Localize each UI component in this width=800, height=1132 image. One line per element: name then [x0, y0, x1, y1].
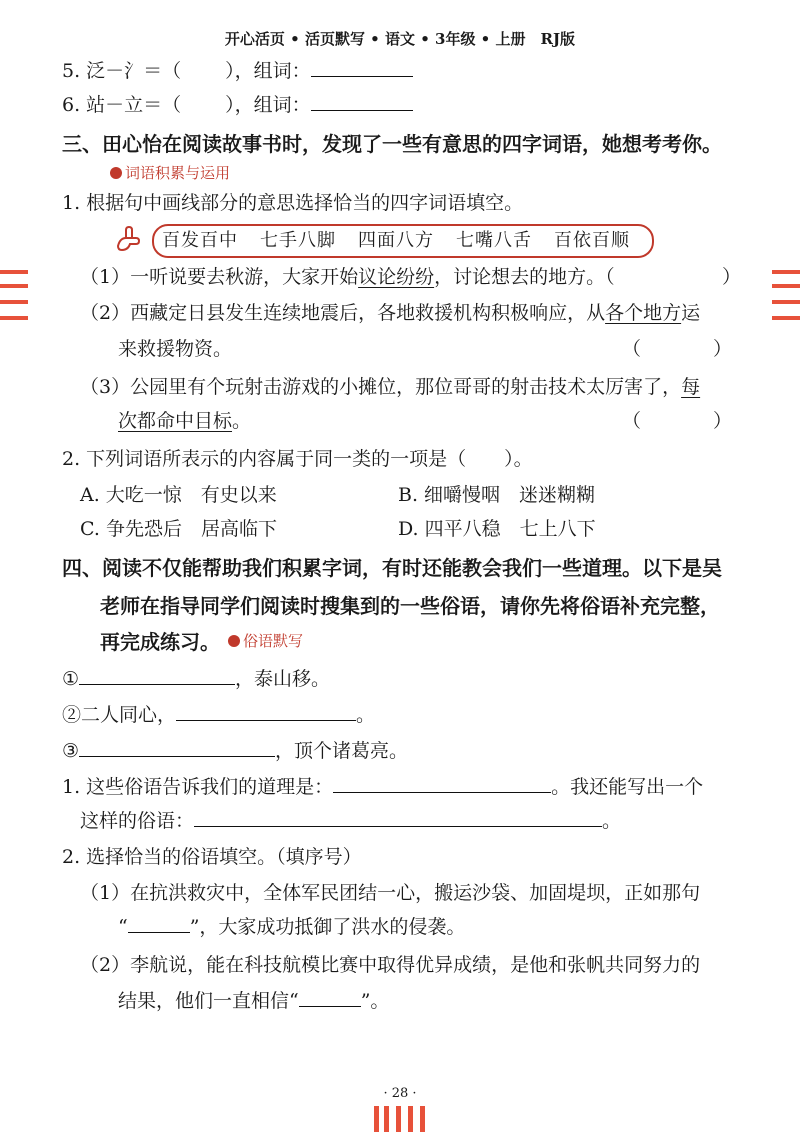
right-edge-mark [772, 270, 800, 274]
left-edge-mark [0, 284, 28, 288]
section-4-title-line-3: 再完成练习。 [100, 630, 220, 654]
bottom-mark [408, 1106, 413, 1132]
saying-1: ① ，泰山移。 [62, 668, 331, 690]
underlined-phrase: 次都命中目标 [118, 410, 233, 432]
answer-blank[interactable] [311, 92, 413, 111]
q4-1-line-1: 1. 这些俗语告诉我们的道理是： 。我还能写出一个 [62, 776, 704, 798]
flower-icon [228, 635, 240, 647]
saying-2: ②二人同心， 。 [62, 704, 376, 726]
word-option: 七手八脚 [260, 230, 336, 251]
right-edge-mark [772, 316, 800, 320]
q1-item-3: （3）公园里有个玩射击游戏的小摊位，那位哥哥的射击技术太厉害了，每 [80, 376, 701, 398]
saying-3: ③ ，顶个诸葛亮。 [62, 740, 409, 762]
word-bank [152, 224, 654, 258]
answer-paren[interactable]: （ ） [622, 338, 733, 360]
question-5: 5. 泛－氵＝（ ），组词： [62, 56, 413, 86]
q1-item-3-cont: 次都命中目标。 [118, 410, 252, 432]
answer-blank[interactable] [311, 58, 413, 77]
option-b[interactable]: B. 细嚼慢咽 迷迷糊糊 [398, 484, 596, 506]
word-option: 百依百顺 [554, 230, 630, 251]
option-c[interactable]: C. 争先恐后 居高临下 [80, 518, 277, 540]
section-3-title: 三、田心怡在阅读故事书时，发现了一些有意思的四字词语，她想考考你。 [62, 132, 722, 156]
answer-blank[interactable] [194, 808, 602, 827]
left-edge-mark [0, 270, 28, 274]
q4-2-item-2: （2）李航说，能在科技航模比赛中取得优异成绩，是他和张帆共同努力的 [80, 954, 701, 976]
answer-blank[interactable] [299, 988, 361, 1007]
q4-2-item-1-cont: “ ”，大家成功抵御了洪水的侵袭。 [118, 916, 466, 938]
q4-2-title: 2. 选择恰当的俗语填空。（填序号） [62, 846, 362, 868]
option-d[interactable]: D. 四平八稳 七上八下 [398, 518, 596, 540]
answer-blank[interactable] [79, 738, 275, 757]
q4-2-item-1: （1）在抗洪救灾中，全体军民团结一心，搬运沙袋、加固堤坝，正如那句 [80, 882, 701, 904]
word-option: 七嘴八舌 [456, 230, 532, 251]
q4-2-item-2-cont: 结果，他们一直相信“ ”。 [118, 990, 390, 1012]
left-edge-mark [0, 316, 28, 320]
q2-title: 2. 下列词语所表示的内容属于同一类的一项是（ ）。 [62, 448, 533, 470]
bottom-mark [396, 1106, 401, 1132]
right-edge-mark [772, 300, 800, 304]
question-6: 6. 站－立＝（ ），组词： [62, 90, 413, 120]
flower-icon [110, 167, 122, 179]
answer-blank[interactable] [176, 702, 356, 721]
section-tag: 词语积累与运用 [110, 162, 230, 183]
answer-paren[interactable]: （ ） [622, 410, 733, 432]
underlined-phrase: 每 [681, 376, 701, 398]
answer-paren-close: ） [722, 266, 742, 288]
answer-blank[interactable] [79, 666, 235, 685]
bottom-mark [420, 1106, 425, 1132]
q1-item-2: （2）西藏定日县发生连续地震后，各地救援机构积极响应，从各个地方运 [80, 302, 701, 324]
underlined-phrase: 议论纷纷 [358, 266, 435, 288]
word-option: 百发百中 [162, 230, 238, 251]
page-number: · 28 · [383, 1086, 417, 1101]
right-edge-mark [772, 284, 800, 288]
bottom-mark [384, 1106, 389, 1132]
bottom-mark [374, 1106, 379, 1132]
q4-1-line-2: 这样的俗语： 。 [80, 810, 622, 832]
answer-blank[interactable] [128, 914, 190, 933]
page-header: 开心活页 • 活页默写 • 语文 • 3年级 • 上册 RJ版 [224, 30, 576, 48]
underlined-phrase: 各个地方 [605, 302, 682, 324]
q1-item-1: （1）一听说要去秋游，大家开始议论纷纷，讨论想去的地方。（ [80, 266, 615, 288]
section-tag: 俗语默写 [228, 630, 303, 651]
section-4-title-line-1: 四、阅读不仅能帮助我们积累字词，有时还能教会我们一些道理。以下是吴 [62, 556, 722, 580]
q1-title: 1. 根据句中画线部分的意思选择恰当的四字词语填空。 [62, 192, 524, 214]
word-option: 四面八方 [358, 230, 434, 251]
pointing-hand-icon [112, 222, 148, 258]
answer-blank[interactable] [333, 774, 551, 793]
option-a[interactable]: A. 大吃一惊 有史以来 [80, 484, 277, 506]
section-4-title-line-2: 老师在指导同学们阅读时搜集到的一些俗语，请你先将俗语补充完整， [100, 594, 720, 618]
left-edge-mark [0, 300, 28, 304]
q1-item-2-cont: 来救援物资。 [118, 338, 233, 360]
